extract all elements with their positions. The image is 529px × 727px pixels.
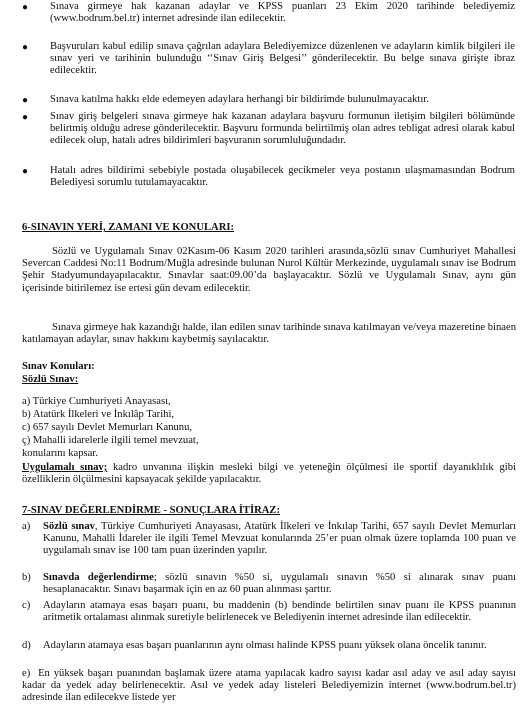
section-6-paragraph: Sınava girmeye hak kazandığı halde, ilan edilen sınav tarihinde sınava katılmayan ve/veya mazeretine binaen katılamayan adaylar, sınav hakkını kaybetmiş sayılacaktır. — [22, 322, 516, 346]
list-item: c) 657 sayılı Devlet Memurları Kanunu, — [22, 422, 193, 433]
bullet-icon: ● — [22, 95, 29, 106]
list-item: b) Atatürk İlkeleri ve İnkılâp Tarihi, — [22, 409, 175, 420]
section-7-heading: 7-SINAV DEĞERLENDİRME - SONUÇLARA İTİRAZ: — [22, 505, 281, 516]
bullet-icon: ● — [22, 42, 29, 53]
item-text: Sözlü sınav, Türkiye Cumhuriyeti Anayasası, Atatürk İlkeleri ve İnkılap Tarihi, 657 sayılı Devlet Memurları Kanunu, Mahalli İdareler ile ilgili Temel Mevzuat konularında 25’er puan olmak üzere toplamda 100 puan ve uygulamalı sınav ise 100 tam puan üzerinden yapılır. — [43, 521, 517, 557]
item-text: Adayların atamaya esas başarı puanlarının aynı olması halinde KPSS puanı yüksek olana öncelik tanınır. — [43, 640, 487, 651]
topics-title: Sınav Konuları: — [22, 361, 95, 372]
bullet-item: Sınav giriş belgeleri sınava girmeye hak kazanan adaylara başvuru formunun iletişim bilgileri bölümünde belirtmiş olduğu adrese gönderilecektir. Başvuru formunda belirtilmiş olan adres tebligat adresi olarak kabul edilecek olup, hatalı adres bildirimleri başvuranın sorumluluğundadır. — [50, 111, 515, 147]
oral-exam-title: Sözlü Sınav: — [22, 374, 79, 385]
bullet-item: Sınava katılma hakkı elde edemeyen adaylara herhangi bir bildirimde bulunulmayacaktır. — [50, 94, 429, 105]
practical-exam-title: Uygulamalı sınav; — [22, 462, 108, 473]
practical-exam-text: kadro unvanına ilişkin mesleki bilgi ve yeteneğin ölçülmesi ile sportif dayanıklılık gibi özelliklerin ölçülmesini kapsayacak şekilde yapılacaktır. — [22, 462, 516, 486]
item-label: a) — [22, 521, 31, 532]
item-lead: Sınavda değerlendirme — [43, 572, 154, 583]
item-label: e) — [22, 668, 31, 679]
list-item — [22, 572, 516, 598]
bullet-item: Hatalı adres bildirimi sebebiyle postada oluşabilecek gecikmeler veya postanın ulaşmamasından Bodrum Belediyesi sorumlu tutulamayacaktır. — [50, 165, 515, 189]
list-item — [22, 521, 516, 571]
list-item — [22, 668, 516, 718]
list-item: konularını kapsar. — [22, 448, 98, 459]
list-item: ç) Mahalli idarelerle ilgili temel mevzuat, — [22, 435, 199, 446]
bullet-item: Sınava girmeye hak kazanan adaylar ve KPSS puanları 23 Ekim 2020 tarihinde belediyemiz (www.bodrum.bel.tr) internet adresinde ilan edilecektir. — [50, 1, 515, 25]
list-item — [22, 600, 516, 638]
item-text: Adayların atamaya esas başarı puanı, bu maddenin (b) bendinde belirtilen sınav puanı ile KPSS puanının aritmetik ortalaması alınmak suretiyle belirlenecek ve Belediyenin internet adresinde ilan edilecektir. — [43, 600, 516, 624]
item-label: c) — [22, 600, 31, 611]
item-label: d) — [22, 640, 31, 651]
bullet-icon: ● — [22, 2, 29, 13]
item-text: Sınavda değerlendirme; sözlü sınavın %50 si, uygulamalı sınavın %50 si alınarak sınav puanı hesaplanacaktır. Sınavı başarmak için en az 60 puan alınması şarttır. — [43, 572, 516, 596]
section-6-paragraph: Sözlü ve Uygulamalı Sınav 02Kasım-06 Kasım 2020 tarihleri arasında,sözlü sınav Cumhuriyet Mahallesi Severcan Caddesi No:11 Bodrum/Muğla adresinde bulunan Nurol Kültür Merkezinde, uygulamalı sınav ise Bodrum Şehir Stadyumundayapılacaktır. Sınavlar saat:09.00’da başlayacaktır. Sözlü ve Uygulamalı Sınav, aynı gün içerisinde bitirilemez ise ertesi gün devam edilecektir. — [22, 246, 516, 294]
item-lead: Sözlü sınav — [43, 521, 95, 532]
bullet-item: Başvuruları kabul edilip sınava çağrılan adaylara Belediyemizce düzenlenen ve adayların kimlik bilgileri ile sınav yeri ve tarihinin bulunduğu ‘‘Sınav Giriş Belgesi’’ gönderilecektir. Bu belge sınava girişte ibraz edilecektir. — [50, 41, 515, 77]
item-text: e) En yüksek başarı puanından başlamak üzere atama yapılacak kadro sayısı kadar asıl aday ve asıl aday sayısı kadar da yedek aday belirlenecektir. Asıl ve yedek aday listeleri Belediyemizin internet (www.bodrum.bel.tr) adresinde ilan edilecekve listede yer — [22, 668, 516, 704]
list-item — [22, 640, 516, 666]
bullet-icon: ● — [22, 166, 29, 177]
item-label: b) — [22, 572, 31, 583]
list-item: a) Türkiye Cumhuriyeti Anayasası, — [22, 396, 171, 407]
practical-exam-paragraph — [22, 462, 516, 486]
section-6-heading: 6-SINAVIN YERİ, ZAMANI VE KONULARI: — [22, 222, 234, 233]
bullet-icon: ● — [22, 112, 29, 123]
